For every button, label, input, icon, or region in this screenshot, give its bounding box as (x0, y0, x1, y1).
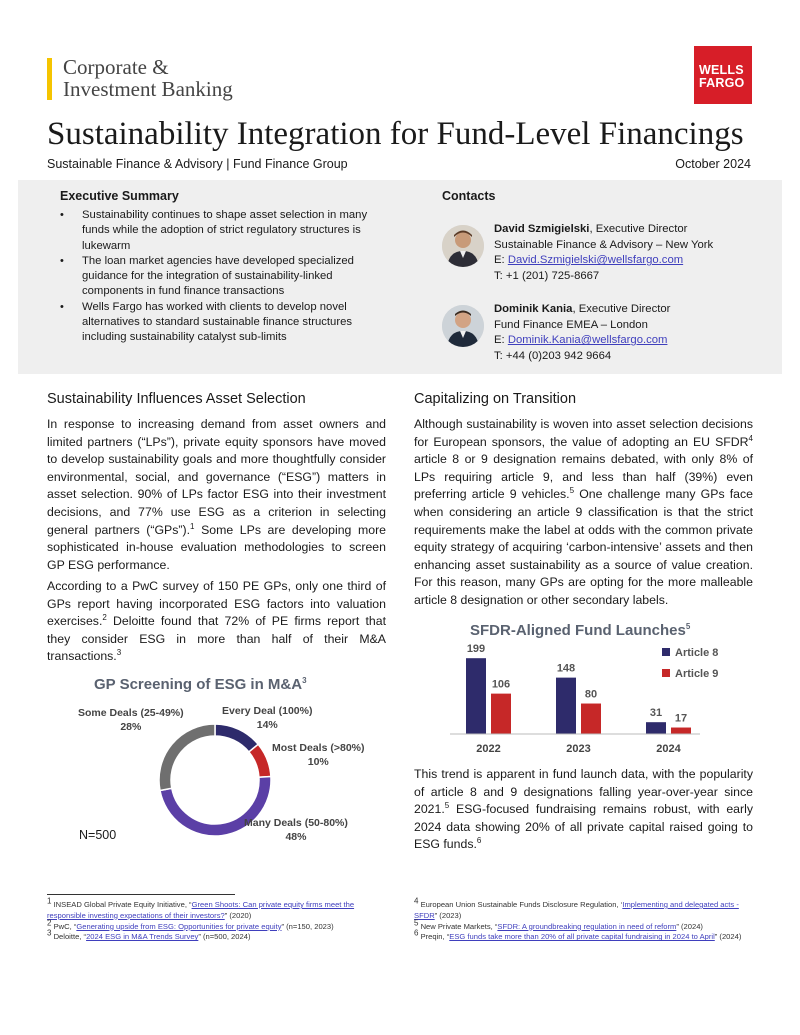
brand-line-1: Corporate & (63, 55, 169, 79)
footnote-ref: 1 (190, 521, 195, 531)
footnote-ref: 5 (444, 801, 450, 811)
left-paragraph-1 (47, 416, 386, 574)
footnote-link[interactable]: Implementing and delegated acts - SFDR (414, 900, 739, 920)
slice-label-most-deals (272, 741, 365, 769)
bar-chart-title (470, 622, 690, 639)
bar (646, 722, 666, 734)
footnote-ref: 6 (476, 836, 482, 846)
chart-title-text: GP Screening of ESG in M&A (94, 676, 303, 693)
donut-slice (249, 744, 271, 777)
footnote-ref: 5 (685, 622, 691, 631)
footnote (414, 918, 759, 933)
text-span: Deloitte found that 72% of PE firms report that they consider ESG in more than half of their M&A transactions. (47, 614, 386, 664)
bar-value-label: 17 (674, 712, 688, 725)
footnote (47, 896, 377, 922)
summary-bullet: • Sustainability continues to shape asset selection in many funds while the adoption of strict regulatory structures is lukewarm (60, 208, 390, 254)
bar (556, 678, 576, 734)
slice-value: 14% (256, 719, 278, 731)
footnotes-left (47, 896, 377, 943)
text-span: New Private Markets, “ (418, 921, 498, 931)
text-span: INSEAD Global Private Equity Initiative, “ (51, 900, 192, 909)
x-tick-label: 2024 (656, 743, 681, 755)
right-paragraph-2 (414, 766, 753, 854)
footnote-ref: 3 (116, 648, 122, 658)
footnote-num: 6 (414, 928, 419, 938)
footnote-num: 4 (414, 896, 419, 906)
contact-dept: Fund Finance EMEA – London (494, 318, 648, 331)
slice-label-many-deals (244, 816, 348, 844)
page-date: October 2024 (675, 157, 751, 171)
legend-swatch (662, 648, 670, 656)
text-span: ” (2024) (714, 932, 742, 942)
contact-role: , Executive Director (589, 223, 688, 235)
footnote-ref: 3 (302, 676, 307, 685)
contact-role: , Executive Director (572, 303, 671, 315)
right-section-heading: Capitalizing on Transition (414, 391, 577, 407)
text-span: This trend is apparent in fund launch data, with the popularity of article 8 and 9 designations falling year-over-year since 2021. (414, 767, 753, 817)
legend-label: Article 8 (675, 647, 719, 659)
right-paragraph-1 (414, 416, 753, 610)
text-span: ” (n=500, 2024) (198, 932, 251, 942)
bar (671, 728, 691, 734)
wells-fargo-logo (694, 46, 752, 104)
text-span: PwC, “ (51, 921, 77, 931)
chart-title-text: SFDR-Aligned Fund Launches (470, 622, 686, 639)
left-section-heading: Sustainability Influences Asset Selection (47, 391, 306, 407)
left-paragraph-2 (47, 578, 386, 666)
contact-name: David Szmigielski (494, 223, 590, 235)
bar-value-label: 31 (649, 707, 663, 720)
footnote-num: 3 (47, 928, 52, 938)
text-span: ” (2020) (224, 910, 252, 920)
text-span: article 8 or 9 designation remains debated, with only 8% of LPs requiring article 9, and less than half (39%) even preferring article 9 vehicles. (414, 452, 753, 502)
summary-bullet: • Wells Fargo has worked with clients to develop novel alternatives to standard sustainable finance structures including sustainability catalyst sub-limits (60, 300, 390, 346)
footnote-rule (47, 894, 235, 895)
footnote (47, 928, 377, 943)
bar-value-label: 199 (466, 643, 486, 656)
footnote-num: 2 (47, 918, 52, 928)
text-span: One challenge many GPs face when considering an article 9 classification is that the strict requirements make the label at odds with the common private equity strategy of acquiring ‘carbon-intensive’ assets and then enhancing asset sustainability as a source of value creation. For this reason, many GPs are opting for the more malleable article 8 designation or other secondary labels. (414, 487, 753, 607)
footnote-num: 5 (414, 918, 419, 928)
text-span: ” (n=150, 2023) (281, 921, 334, 931)
footnotes-right (414, 896, 759, 943)
contact-name: Dominik Kania (494, 303, 573, 315)
contact-phone: T: +44 (0)203 942 9664 (494, 349, 612, 362)
email-link[interactable]: Dominik.Kania@wellsfargo.com (507, 334, 668, 347)
slice-label-every-deal (222, 704, 312, 732)
executive-summary-heading: Executive Summary (60, 189, 179, 203)
contacts-heading: Contacts (442, 189, 496, 203)
footnote-link[interactable]: 2024 ESG in M&A Trends Survey (86, 932, 199, 942)
bar (466, 658, 486, 734)
x-tick-label: 2023 (566, 743, 591, 755)
text-span: Preqin, “ (418, 932, 450, 942)
footnote-link[interactable]: Generating upside from ESG: Opportunities for private equity (76, 921, 282, 931)
contact-dept: Sustainable Finance & Advisory – New York (494, 238, 714, 251)
page-subtitle: Sustainable Finance & Advisory | Fund Finance Group (47, 157, 348, 171)
bar-value-label: 106 (491, 678, 511, 691)
bar (581, 704, 601, 734)
footnote-num: 1 (47, 896, 52, 906)
text-span: European Union Sustainable Funds Disclosure Regulation, ‘ (418, 900, 623, 909)
footnote-ref: 4 (748, 433, 753, 443)
slice-label-some-deals (78, 706, 184, 734)
summary-bullets (60, 208, 390, 346)
brand-line-2: Investment Banking (63, 77, 233, 101)
bar-value-label: 80 (584, 688, 598, 701)
legend-label: Article 9 (675, 668, 719, 680)
x-tick-label: 2022 (476, 743, 501, 755)
slice-value: 28% (120, 721, 142, 733)
text-span: ” (2024) (676, 921, 703, 931)
logo-text-2: FARGO (699, 76, 745, 90)
contact-phone: T: +1 (201) 725-8667 (494, 269, 600, 282)
sample-size-note: N=500 (79, 828, 117, 842)
footnote-link[interactable]: SFDR: A groundbreaking regulation in need of reform (497, 921, 677, 931)
text-span: Some LPs are developing more sophisticated in-house evaluation methodologies to screen GP ESG performance. (47, 522, 387, 572)
slice-name: Every Deal (100%) (222, 705, 313, 717)
logo-text-1: WELLS (699, 63, 744, 77)
text-span: ” (2023) (434, 910, 462, 920)
page-title: Sustainability Integration for Fund-Level Financings (47, 116, 744, 152)
summary-bullet: • The loan market agencies have developed specialized guidance for the integration of sustainability-linked components in fund finance transactions (60, 254, 390, 300)
bar (491, 694, 511, 734)
text-span: Deloitte, “ (51, 932, 87, 942)
slice-value: 48% (285, 831, 307, 843)
brand-accent-bar (47, 58, 52, 100)
legend-swatch (662, 669, 670, 677)
email-prefix: E: (494, 334, 508, 347)
email-link[interactable]: David.Szmigielski@wellsfargo.com (507, 254, 684, 267)
bar-chart (440, 642, 740, 762)
donut-chart-title (94, 676, 307, 693)
slice-name: Most Deals (>80%) (272, 742, 365, 754)
avatar (442, 305, 484, 347)
footnote-ref: 2 (102, 613, 107, 623)
slice-name: Many Deals (50-80%) (244, 817, 348, 829)
footnote (414, 896, 759, 922)
footnote-ref: 5 (569, 486, 575, 496)
slice-name: Some Deals (25-49%) (78, 707, 184, 719)
text-span: In response to increasing demand from asset owners and limited partners (“LPs”), private equity sponsors have moved to develop sustainability goals and more thoughtfully consider environmental, social, and governance (“ESG”) matters in asset selection. 90% of LPs factor ESG into their investment decisions, and 77% use ESG as a criterion in selecting general partners (“GPs”). (47, 417, 386, 537)
email-prefix: E: (494, 254, 508, 267)
bar-value-label: 148 (556, 662, 576, 675)
footnote (47, 918, 377, 933)
footnote-link[interactable]: ESG funds take more than 20% of all private capital fundraising in 2024 to April (449, 932, 715, 942)
slice-value: 10% (307, 756, 329, 768)
footnote (414, 928, 759, 943)
text-span: ESG-focused fundraising remains robust, with early 2024 data showing 20% of all private capital raised going to ESG funds. (414, 802, 753, 852)
avatar (442, 225, 484, 267)
text-span: Although sustainability is woven into asset selection decisions for European sponsors, the value of adopting an EU SFDR (414, 417, 753, 449)
text-span: According to a PwC survey of 150 PE GPs, only one third of GPs report having incorporated ESG factors into valuation exercises. (47, 579, 386, 629)
footnote-link[interactable]: Green Shoots: Can private equity firms meet the responsible investing expectations of their investors? (47, 900, 355, 920)
